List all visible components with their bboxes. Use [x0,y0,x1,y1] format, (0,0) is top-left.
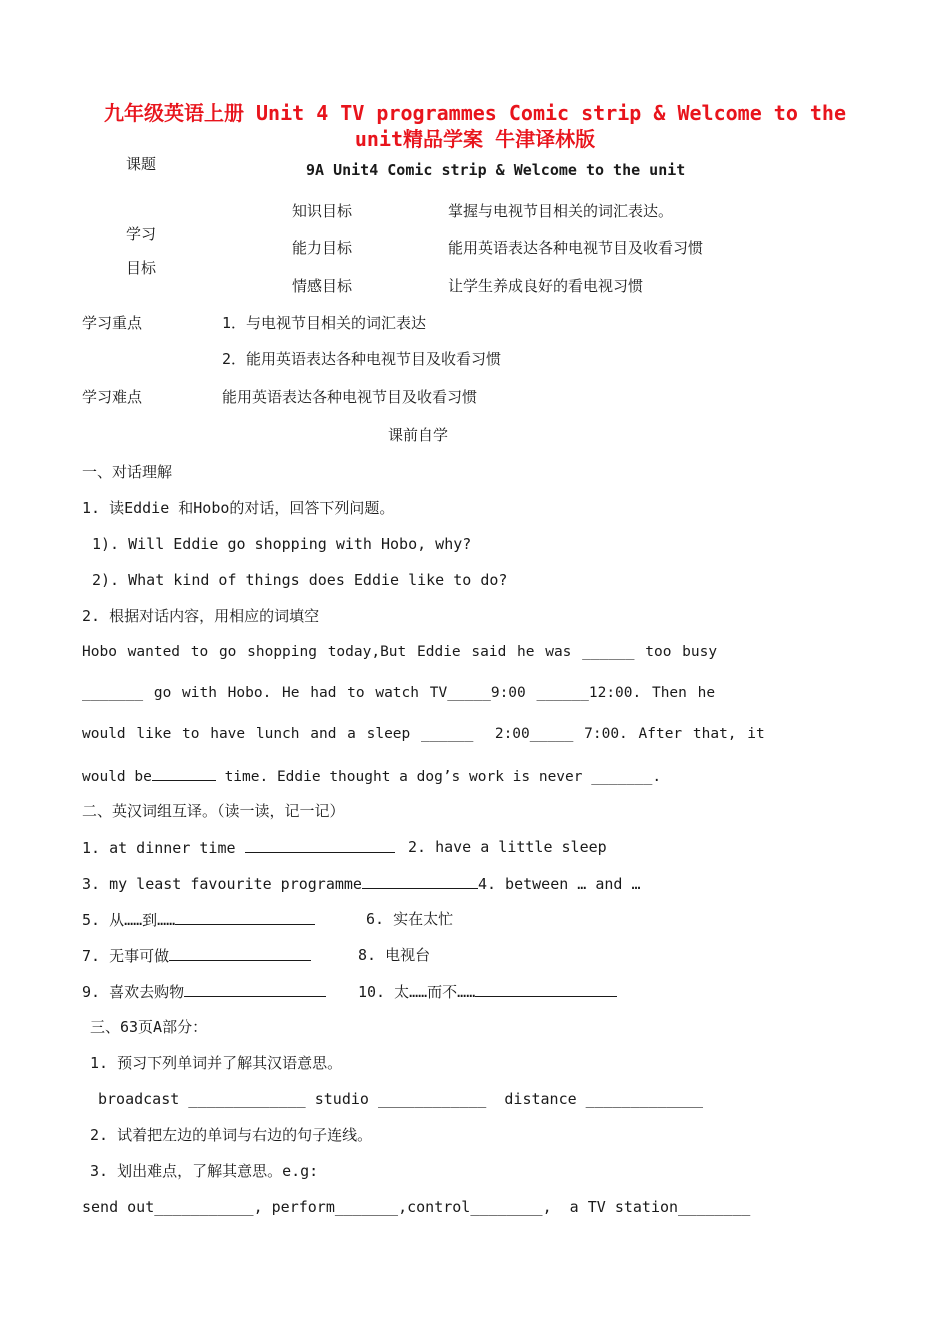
goal-knowledge-label: 知识目标 [292,202,353,220]
goal-ability-text: 能用英语表达各种电视节目及收看习惯 [448,239,704,257]
phrase-6: 6. 实在太忙 [366,910,454,928]
difficulty-label: 学习难点 [82,388,143,406]
blank-line [475,981,617,997]
part1-question-1b: 2). What kind of things does Eddie like to do? [92,571,508,589]
key-point-item: 1．与电视节目相关的词汇表达 [222,314,427,332]
phrase-row-5: 9. 喜欢去购物 [82,981,326,1002]
goal-ability-label: 能力目标 [292,239,353,257]
blank-line [245,837,395,853]
part3-step-3: 3. 划出难点，了解其意思。e.g: [90,1162,319,1180]
phrase-row-3: 5. 从……到…… [82,909,315,930]
passage-line-4: would be time. Eddie thought a dog’s work is never _______. [82,765,661,787]
key-points-label: 学习重点 [82,314,143,332]
goals-label-line2: 目标 [126,259,157,277]
blank-line [184,981,326,997]
part1-question-1a: 1). Will Eddie go shopping with Hobo, why? [92,535,472,553]
blank-line [175,909,315,925]
passage-line-1: Hobo wanted to go shopping today,But Eddie said he was ______ too busy [82,644,718,660]
phrase-row-1: 1. at dinner time [82,837,395,858]
passage-line-3: would like to have lunch and a sleep ______ 2:00_____ 7:00. After that, it [82,726,765,742]
phrase-row-2: 3. my least favourite programme 4. between … and … [82,875,641,893]
blank-line [169,945,311,961]
part3-example: send out___________, perform_______,control________, a TV station________ [82,1198,751,1216]
part3-words: broadcast _____________ studio ____________ distance _____________ [98,1090,704,1108]
phrase-row-4: 7. 无事可做 [82,945,311,966]
topic-value: 9A Unit4 Comic strip & Welcome to the unit [306,161,686,179]
document-title: 九年级英语上册 Unit 4 TV programmes Comic strip & Welcome to the unit精品学案 牛津译林版 [103,101,847,151]
part3-step-2: 2. 试着把左边的单词与右边的句子连线。 [90,1126,373,1144]
part2-heading: 二、英汉词组互译。（读一读，记一记） [82,802,345,820]
part3-step-1: 1. 预习下列单词并了解其汉语意思。 [90,1054,343,1072]
difficulty-text: 能用英语表达各种电视节目及收看习惯 [222,388,478,406]
passage-line-2: _______ go with Hobo. He had to watch TV_____9:00 ______12:00. Then he [82,685,716,701]
part3-heading: 三、63页A部分： [90,1018,208,1036]
phrase-row-5b: 10. 太……而不…… [358,981,617,1002]
part1-question-2: 2. 根据对话内容，用相应的词填空 [82,607,320,625]
goal-emotion-text: 让学生养成良好的看电视习惯 [448,277,644,295]
section-heading: 课前自学 [388,426,449,444]
phrase-2: 2. have a little sleep [408,838,607,856]
topic-label: 课题 [126,155,157,173]
goal-knowledge-text: 掌握与电视节目相关的词汇表达。 [448,202,674,220]
goals-label-line1: 学习 [126,225,157,243]
phrase-8: 8. 电视台 [358,946,431,964]
blank-line [362,873,478,889]
part1-question-1: 1. 读Eddie 和Hobo的对话，回答下列问题。 [82,499,395,517]
part1-heading: 一、对话理解 [82,463,173,481]
blank-line [152,765,216,781]
key-point-item: 2．能用英语表达各种电视节目及收看习惯 [222,350,502,368]
goal-emotion-label: 情感目标 [292,277,353,295]
